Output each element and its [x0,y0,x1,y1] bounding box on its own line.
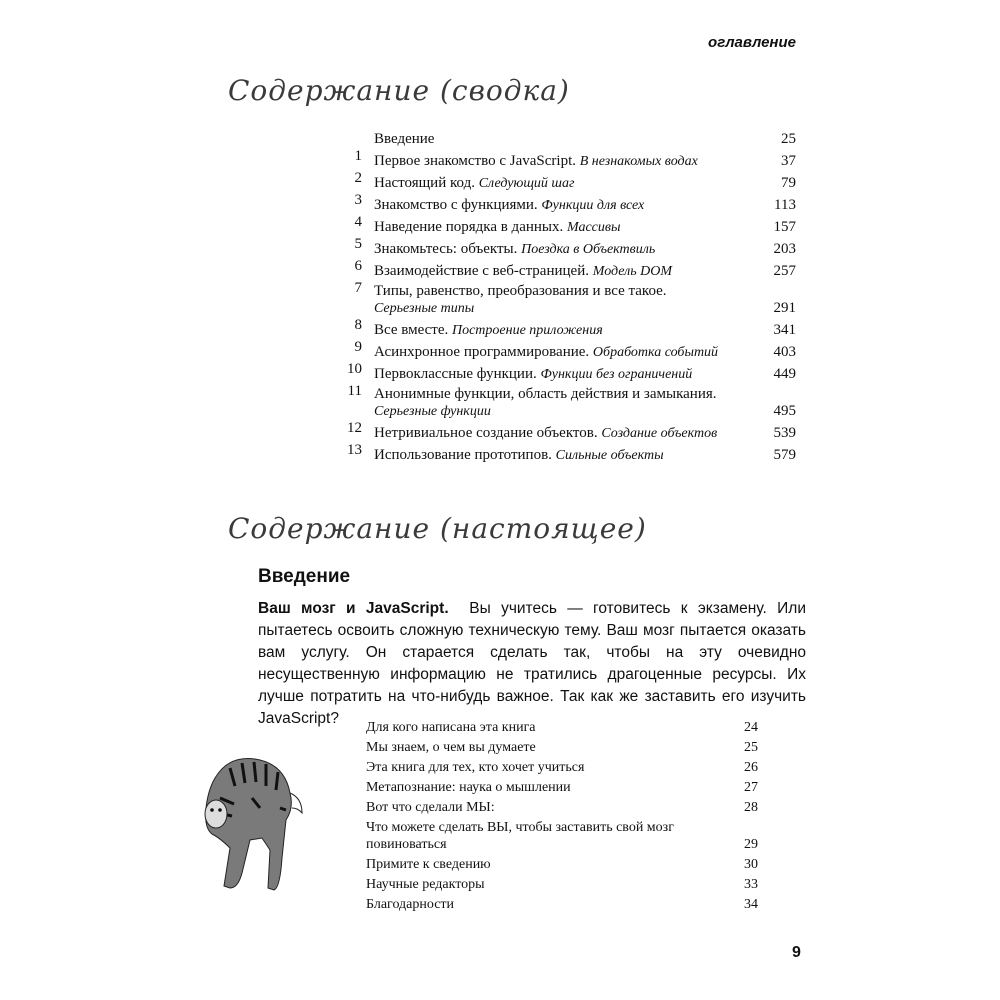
toc-row [366,893,758,913]
toc-row [338,148,796,170]
entry-title-text: Что можете сделать ВЫ, чтобы заставить свой мозг повиноваться [366,820,674,852]
summary-toc-heading: Содержание (сводка) [228,74,570,107]
toc-page-number: 157 [773,219,796,235]
toc-entry-title [374,131,756,148]
entry-title-text: Для кого написана эта книга [366,720,536,735]
toc-row [366,853,758,873]
entry-subtitle: Следующий шаг [478,176,575,191]
entry-title-text: Примите к сведению [366,857,491,872]
toc-page-number: 291 [773,300,796,316]
toc-page-number: 79 [781,175,796,191]
toc-page-number: 27 [744,780,758,795]
toc-entry-title [366,856,718,873]
toc-page-number: 33 [744,877,758,892]
toc-page-number: 34 [744,897,758,912]
toc-row [338,126,796,148]
toc-page-number: 25 [744,740,758,755]
entry-title-text: Введение [374,131,435,147]
intro-title: Введение [258,566,351,587]
entry-title-text: Эта книга для тех, кто хочет учиться [366,760,585,775]
toc-entry-title [374,386,756,420]
entry-title-text: Взаимодействие с веб-страницей. [374,263,589,279]
entry-title-text: Типы, равенство, преобразования и все такое. [374,283,667,299]
entry-title-text: Настоящий код. [374,175,475,191]
toc-entry-title [366,876,718,893]
toc-entry-title [366,739,718,756]
toc-entry-title [366,759,718,776]
entry-title-text: Первоклассные функции. [374,366,537,382]
toc-row [338,339,796,361]
toc-entry-title [374,344,756,361]
chapter-number: 2 [354,170,362,186]
entry-title-text: Анонимные функции, область действия и замыкания. [374,386,717,402]
chapter-number: 1 [354,148,362,164]
chapter-number: 9 [354,339,362,355]
entry-subtitle: Функции без ограничений [540,367,693,382]
chapter-number: 6 [354,258,362,274]
toc-page-number: 37 [781,153,796,169]
toc-page-number: 113 [774,197,796,213]
entry-subtitle: Создание объектов [601,426,718,441]
intro-toc [366,716,758,913]
toc-row [338,192,796,214]
toc-page-number: 29 [744,837,758,852]
toc-entry-title [366,819,718,853]
toc-row [366,756,758,776]
chapter-number: 10 [347,361,362,377]
entry-subtitle: Серьезные функции [374,404,491,419]
entry-subtitle: Массивы [566,220,621,235]
intro-paragraph [258,598,806,730]
chapter-number: 7 [354,280,362,296]
toc-page-number: 403 [773,344,796,360]
running-head: оглавление [708,34,796,51]
toc-row [338,280,796,317]
toc-row [338,442,796,464]
toc-row [366,736,758,756]
toc-page-number: 257 [773,263,796,279]
toc-row [366,796,758,816]
toc-row [338,361,796,383]
chapter-number: 3 [354,192,362,208]
toc-entry-title [374,283,756,317]
full-toc-heading: Содержание (настоящее) [228,512,647,545]
page-number: 9 [792,944,801,961]
toc-entry-title [366,779,718,796]
chapter-number: 8 [354,317,362,333]
intro-body: Вы учитесь — готовитесь к экзамену. Или пытаетесь освоить сложную техническую тему. Ваш мозг пытается оказать вам услугу. Он старается сделать так, чтобы на эту очевидно несущественную информацию не тратились драгоценные ресурсы. Их лучше потратить на что-нибудь важное. Так как же заставить его изучить JavaScript? [258,600,806,727]
entry-title-text: Первое знакомство с JavaScript. [374,153,576,169]
entry-subtitle: В незнакомых водах [579,154,698,169]
toc-page-number: 26 [744,760,758,775]
intro-lead: Ваш мозг и JavaScript. [258,600,449,617]
toc-row [338,170,796,192]
entry-subtitle: Функции для всех [541,198,645,213]
chapter-number: 12 [347,420,362,436]
chapter-number: 5 [354,236,362,252]
toc-row [338,317,796,339]
toc-row [338,236,796,258]
summary-toc [338,126,796,464]
toc-row [366,816,758,853]
toc-entry-title [366,719,718,736]
toc-row [366,716,758,736]
entry-subtitle: Обработка событий [592,345,719,360]
toc-entry-title [374,425,756,442]
toc-page-number: 449 [773,366,796,382]
toc-entry-title [366,896,718,913]
toc-entry-title [374,241,756,258]
toc-entry-title [374,219,756,236]
toc-entry-title [374,263,756,280]
toc-page-number: 30 [744,857,758,872]
chapter-number: 11 [347,383,362,399]
entry-title-text: Использование прототипов. [374,447,552,463]
entry-title-text: Метапознание: наука о мышлении [366,780,571,795]
entry-title-text: Знакомьтесь: объекты. [374,241,518,257]
entry-title-text: Наведение порядка в данных. [374,219,564,235]
chapter-number: 13 [347,442,362,458]
toc-page-number: 28 [744,800,758,815]
entry-title-text: Мы знаем, о чем вы думаете [366,740,536,755]
toc-row [338,214,796,236]
toc-page-number: 539 [773,425,796,441]
toc-row [338,383,796,420]
toc-page-number: 579 [773,447,796,463]
entry-title-text: Научные редакторы [366,877,485,892]
toc-entry-title [374,322,756,339]
toc-page-number: 341 [773,322,796,338]
toc-row [338,258,796,280]
entry-title-text: Знакомство с функциями. [374,197,538,213]
toc-page-number: 24 [744,720,758,735]
toc-row [366,873,758,893]
toc-entry-title [374,175,756,192]
toc-entry-title [366,799,718,816]
toc-entry-title [374,197,756,214]
entry-subtitle: Сильные объекты [555,448,664,463]
entry-title-text: Вот что сделали МЫ: [366,800,495,815]
entry-subtitle: Поездка в Объектвиль [521,242,656,257]
toc-row [366,776,758,796]
entry-subtitle: Серьезные типы [374,301,475,316]
entry-subtitle: Построение приложения [451,323,603,338]
toc-row [338,420,796,442]
toc-page-number: 25 [781,131,796,147]
toc-entry-title [374,366,756,383]
tiger-illustration [190,738,310,898]
entry-title-text: Все вместе. [374,322,449,338]
toc-page-number: 203 [773,241,796,257]
entry-subtitle: Модель DOM [592,264,672,279]
toc-page-number: 495 [773,403,796,419]
toc-entry-title [374,153,756,170]
toc-entry-title [374,447,756,464]
chapter-number: 4 [354,214,362,230]
entry-title-text: Асинхронное программирование. [374,344,590,360]
entry-title-text: Благодарности [366,897,455,912]
entry-title-text: Нетривиальное создание объектов. [374,425,598,441]
